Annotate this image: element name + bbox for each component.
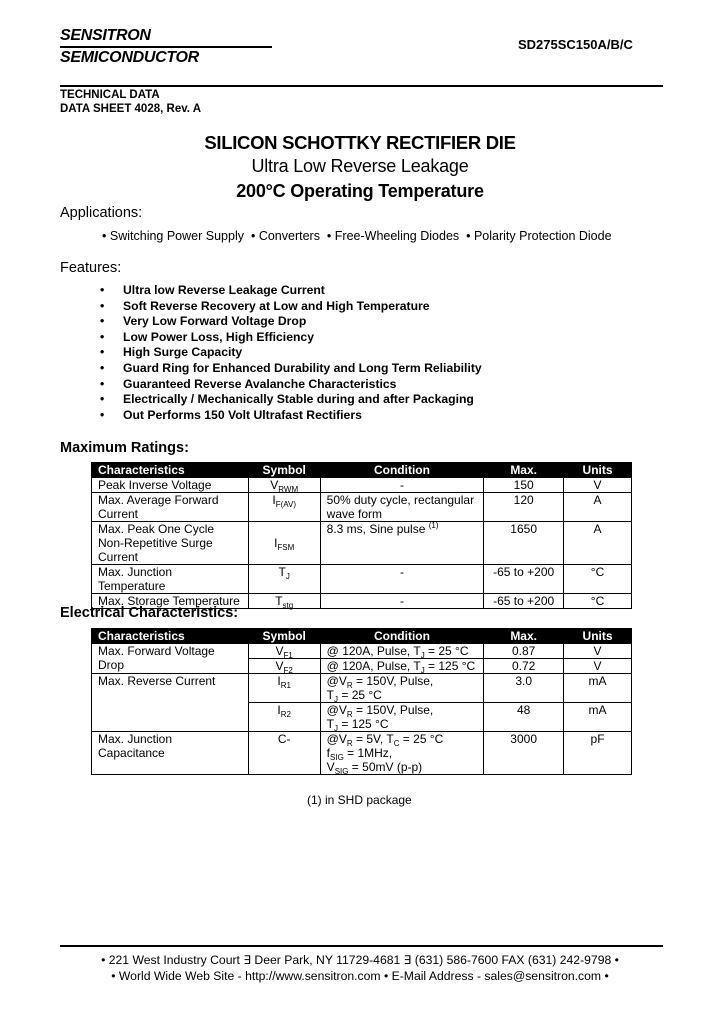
cell-symbol: $T_{stg}$ [248, 594, 320, 609]
application-item: Converters [258, 229, 320, 243]
column-header: Max. [484, 463, 564, 478]
feature-text: Out Performs 150 Volt Ultrafast Rectifiers [123, 407, 362, 422]
subtitle-temperature: 200°C Operating Temperature [236, 181, 484, 201]
cell-unit: V [564, 644, 632, 659]
application-item: Switching Power Supply [109, 229, 244, 243]
cell-condition: 8.3 ms, Sine pulse $^{(1)}$ [320, 522, 484, 565]
cell-characteristic: Max. Junction Capacitance [92, 732, 249, 775]
datasheet-label: DATA SHEET 4028, Rev. A [60, 103, 202, 115]
company-name-line1: SENSITRON [60, 27, 151, 44]
cell-condition: - [320, 594, 484, 609]
cell-characteristic: Max. Reverse Current [92, 674, 249, 732]
max-ratings-table [91, 462, 632, 609]
cell-characteristic: Max. Junction Temperature [92, 565, 249, 594]
cell-condition: @ 120A, Pulse, $T_J = 25$ °C [320, 644, 484, 659]
application-item: Polarity Protection Diode [473, 229, 612, 243]
cell-unit: A [564, 493, 632, 522]
cell-symbol: $I_{R2}$ [248, 703, 320, 732]
features-heading: Features: [60, 260, 122, 276]
cell-condition: $@V_R = 150V$, Pulse, $T_J = 125$ °C [320, 703, 484, 732]
cell-condition: $@V_R = 5V$, $T_C = 25$ °C $f_{SIG} = 1MHz$, $V_{SIG} = 50mV$ (p-p) [320, 732, 484, 775]
cell-characteristic: Max. Peak One Cycle Non-Repetitive Surge Current [92, 522, 249, 565]
column-header: Symbol [248, 463, 320, 478]
cell-max: -65 to +200 [484, 565, 564, 594]
feature-text: High Surge Capacity [123, 345, 243, 360]
cell-max: 150 [484, 478, 564, 493]
cell-characteristic: Max. Average Forward Current [92, 493, 249, 522]
cell-unit: pF [564, 732, 632, 775]
list-item: • Low Power Loss, High Efficiency [100, 329, 314, 344]
column-header: Characteristics [92, 463, 249, 478]
footnote: (1) in SHD package [307, 793, 412, 807]
cell-condition: $@V_R = 150V$, Pulse, $T_J = 25$ °C [320, 674, 484, 703]
column-header: Condition [320, 629, 484, 644]
cell-unit: °C [564, 594, 632, 609]
list-item: • Ultra low Reverse Leakage Current [100, 283, 325, 297]
feature-text: Very Low Forward Voltage Drop [123, 314, 307, 329]
footer-address: • 221 West Industry Court ∃ Deer Park, NY 11729-4681 ∃ (631) 586-7600 FAX (631) 242-9798 • [101, 953, 619, 967]
list-item: • Guaranteed Reverse Avalanche Characteristics [100, 376, 397, 391]
list-item: • Electrically / Mechanically Stable during and after Packaging [100, 392, 474, 407]
cell-max: 1650 [484, 522, 564, 565]
cell-unit: mA [564, 703, 632, 732]
cell-symbol: $V_{F1}$ [248, 644, 320, 659]
features-list [100, 283, 482, 423]
bullet: • [102, 229, 107, 243]
cell-symbol: $V_{RWM}$ [248, 478, 320, 493]
feature-text: Low Power Loss, High Efficiency [123, 329, 314, 344]
cell-max: 0.87 [484, 644, 564, 659]
cell-max: 0.72 [484, 659, 564, 674]
table-row [92, 478, 632, 493]
table-header-row [92, 463, 632, 478]
cell-symbol: $I_{R1}$ [248, 674, 320, 703]
technical-data-label: TECHNICAL DATA [60, 89, 160, 101]
column-header: Units [564, 629, 632, 644]
cell-max: 3.0 [484, 674, 564, 703]
footer-rule [60, 945, 663, 947]
cell-max: -65 to +200 [484, 594, 564, 609]
table-row [92, 674, 632, 703]
table-row [92, 565, 632, 594]
cell-symbol: $I_{FSM}$ [248, 522, 320, 565]
feature-text: Ultra low Reverse Leakage Current [123, 283, 325, 297]
column-header: Condition [320, 463, 484, 478]
feature-text: Soft Reverse Recovery at Low and High Temperature [123, 298, 430, 313]
cell-unit: A [564, 522, 632, 565]
header-rule [60, 85, 663, 87]
max-ratings-heading: Maximum Ratings: [60, 440, 189, 456]
table-row [92, 493, 632, 522]
table-row [92, 644, 632, 659]
footer-web: • World Wide Web Site - http://www.sensitron.com • E-Mail Address - sales@sensitron.com • [111, 969, 609, 983]
cell-condition: - [320, 478, 484, 493]
feature-text: Guaranteed Reverse Avalanche Characteristics [123, 376, 397, 391]
cell-unit: °C [564, 565, 632, 594]
cell-characteristic: Max. Forward Voltage Drop [92, 644, 249, 674]
part-number: SD275SC150A/B/C [518, 37, 633, 52]
company-name-line2: SEMICONDUCTOR [60, 49, 199, 66]
cell-unit: V [564, 659, 632, 674]
cell-condition: @ 120A, Pulse, $T_J = 125$ °C [320, 659, 484, 674]
cell-symbol: C- [248, 732, 320, 775]
feature-text: Electrically / Mechanically Stable during and after Packaging [123, 392, 474, 407]
cell-symbol: $I_{F(AV)}$ [248, 493, 320, 522]
column-header: Units [564, 463, 632, 478]
cell-unit: mA [564, 674, 632, 703]
cell-unit: V [564, 478, 632, 493]
column-header: Characteristics [92, 629, 249, 644]
cell-characteristic: Peak Inverse Voltage [92, 478, 249, 493]
bullet: • [462, 229, 471, 243]
cell-symbol: $V_{F2}$ [248, 659, 320, 674]
cell-condition: - [320, 565, 484, 594]
list-item: • Guard Ring for Enhanced Durability and Long Term Reliability [100, 360, 482, 375]
bullet: • [247, 229, 256, 243]
table-row [92, 732, 632, 775]
page-title: SILICON SCHOTTKY RECTIFIER DIE [204, 132, 516, 153]
column-header: Max. [484, 629, 564, 644]
list-item: • Very Low Forward Voltage Drop [100, 314, 307, 329]
list-item: • Out Performs 150 Volt Ultrafast Rectifiers [100, 407, 362, 422]
table-header-row [92, 629, 632, 644]
bullet: • [323, 229, 332, 243]
cell-condition: 50% duty cycle, rectangular wave form [320, 493, 484, 522]
cell-symbol: $T_J$ [248, 565, 320, 594]
list-item: • High Surge Capacity [100, 345, 243, 360]
list-item: • Soft Reverse Recovery at Low and High Temperature [100, 298, 430, 313]
feature-text: Guard Ring for Enhanced Durability and Long Term Reliability [123, 360, 482, 375]
cell-max: 3000 [484, 732, 564, 775]
application-item: Free-Wheeling Diodes [334, 229, 460, 243]
cell-characteristic: Max. Storage Temperature [92, 594, 249, 609]
company-underline [60, 46, 272, 48]
column-header: Symbol [248, 629, 320, 644]
table-row [92, 522, 632, 565]
electrical-table [91, 628, 632, 775]
electrical-heading: Electrical Characteristics: [60, 605, 239, 621]
cell-max: 120 [484, 493, 564, 522]
applications-list [102, 229, 612, 243]
subtitle-leakage: Ultra Low Reverse Leakage [251, 156, 469, 176]
cell-max: 48 [484, 703, 564, 732]
applications-heading: Applications: [60, 205, 143, 221]
